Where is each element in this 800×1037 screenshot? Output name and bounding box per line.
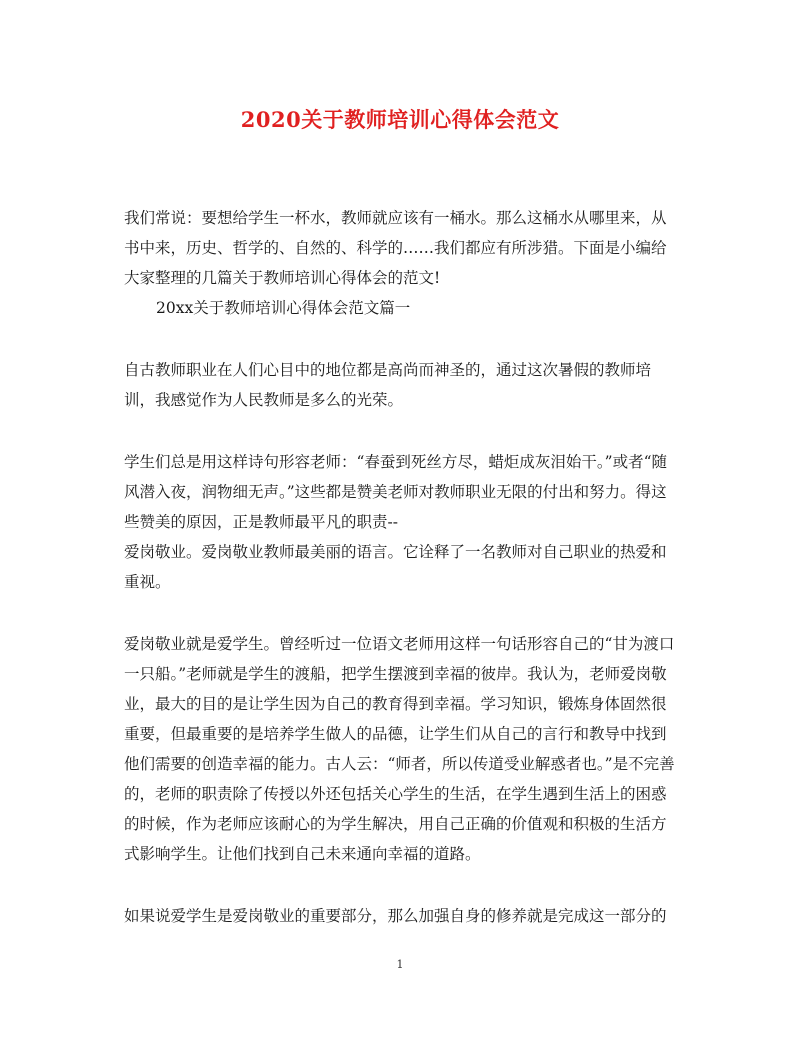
body-paragraph-1: 自古教师职业在人们心目中的地位都是高尚而神圣的，通过这次暑假的教师培训，我感觉作为人民教师是多么的光荣。 <box>124 361 652 409</box>
intro-paragraph: 我们常说：要想给学生一杯水，教师就应该有一桶水。那么这桶水从哪里来，从书中来，历史、哲学的、自然的、科学的……我们都应有所涉猎。下面是小编给大家整理的几篇关于教师培训心得体会的范文! <box>124 209 667 287</box>
paragraph-gap <box>124 323 676 355</box>
page-number: 1 <box>396 958 404 971</box>
body-paragraph-5: 如果说爱学生是爱岗敬业的重要部分，那么加强自身的修养就是完成这一部分的 <box>124 907 667 925</box>
body-paragraph-3: 爱岗敬业。爱岗敬业教师最美丽的语言。它诠释了一名教师对自己职业的热爱和重视。 <box>124 543 667 591</box>
paragraph-gap <box>124 415 676 447</box>
paragraph-gap <box>124 597 676 629</box>
paragraph-gap <box>124 869 676 901</box>
document-title: 2020关于教师培训心得体会范文 <box>240 107 560 132</box>
document-body <box>124 203 676 931</box>
body-paragraph-4: 爱岗敬业就是爱学生。曾经听过一位语文老师用这样一句话形容自己的“甘为渡口一只船。”老师就是学生的渡船，把学生摆渡到幸福的彼岸。我认为，老师爱岗敬业，最大的目的是让学生因为自己的教育得到幸福。学习知识，锻炼身体固然很重要，但最重要的是培养学生做人的品德，让学生们从自己的言行和教导中找到他们需要的创造幸福的能力。古人云：“师者，所以传道受业解惑者也。”是不完善的，老师的职责除了传授以外还包括关心学生的生活，在学生遇到生活上的困惑的时候，作为老师应该耐心的为学生解决，用自己正确的价值观和积极的生活方式影响学生。让他们找到自己未来通向幸福的道路。 <box>124 635 675 863</box>
section-heading: 20xx关于教师培训心得体会范文篇一 <box>156 299 411 317</box>
body-paragraph-2: 学生们总是用这样诗句形容老师：“春蚕到死丝方尽，蜡炬成灰泪始干。”或者“随风潜入夜，润物细无声。”这些都是赞美老师对教师职业无限的付出和努力。得这些赞美的原因，正是教师最平凡的职责-- <box>124 453 668 531</box>
